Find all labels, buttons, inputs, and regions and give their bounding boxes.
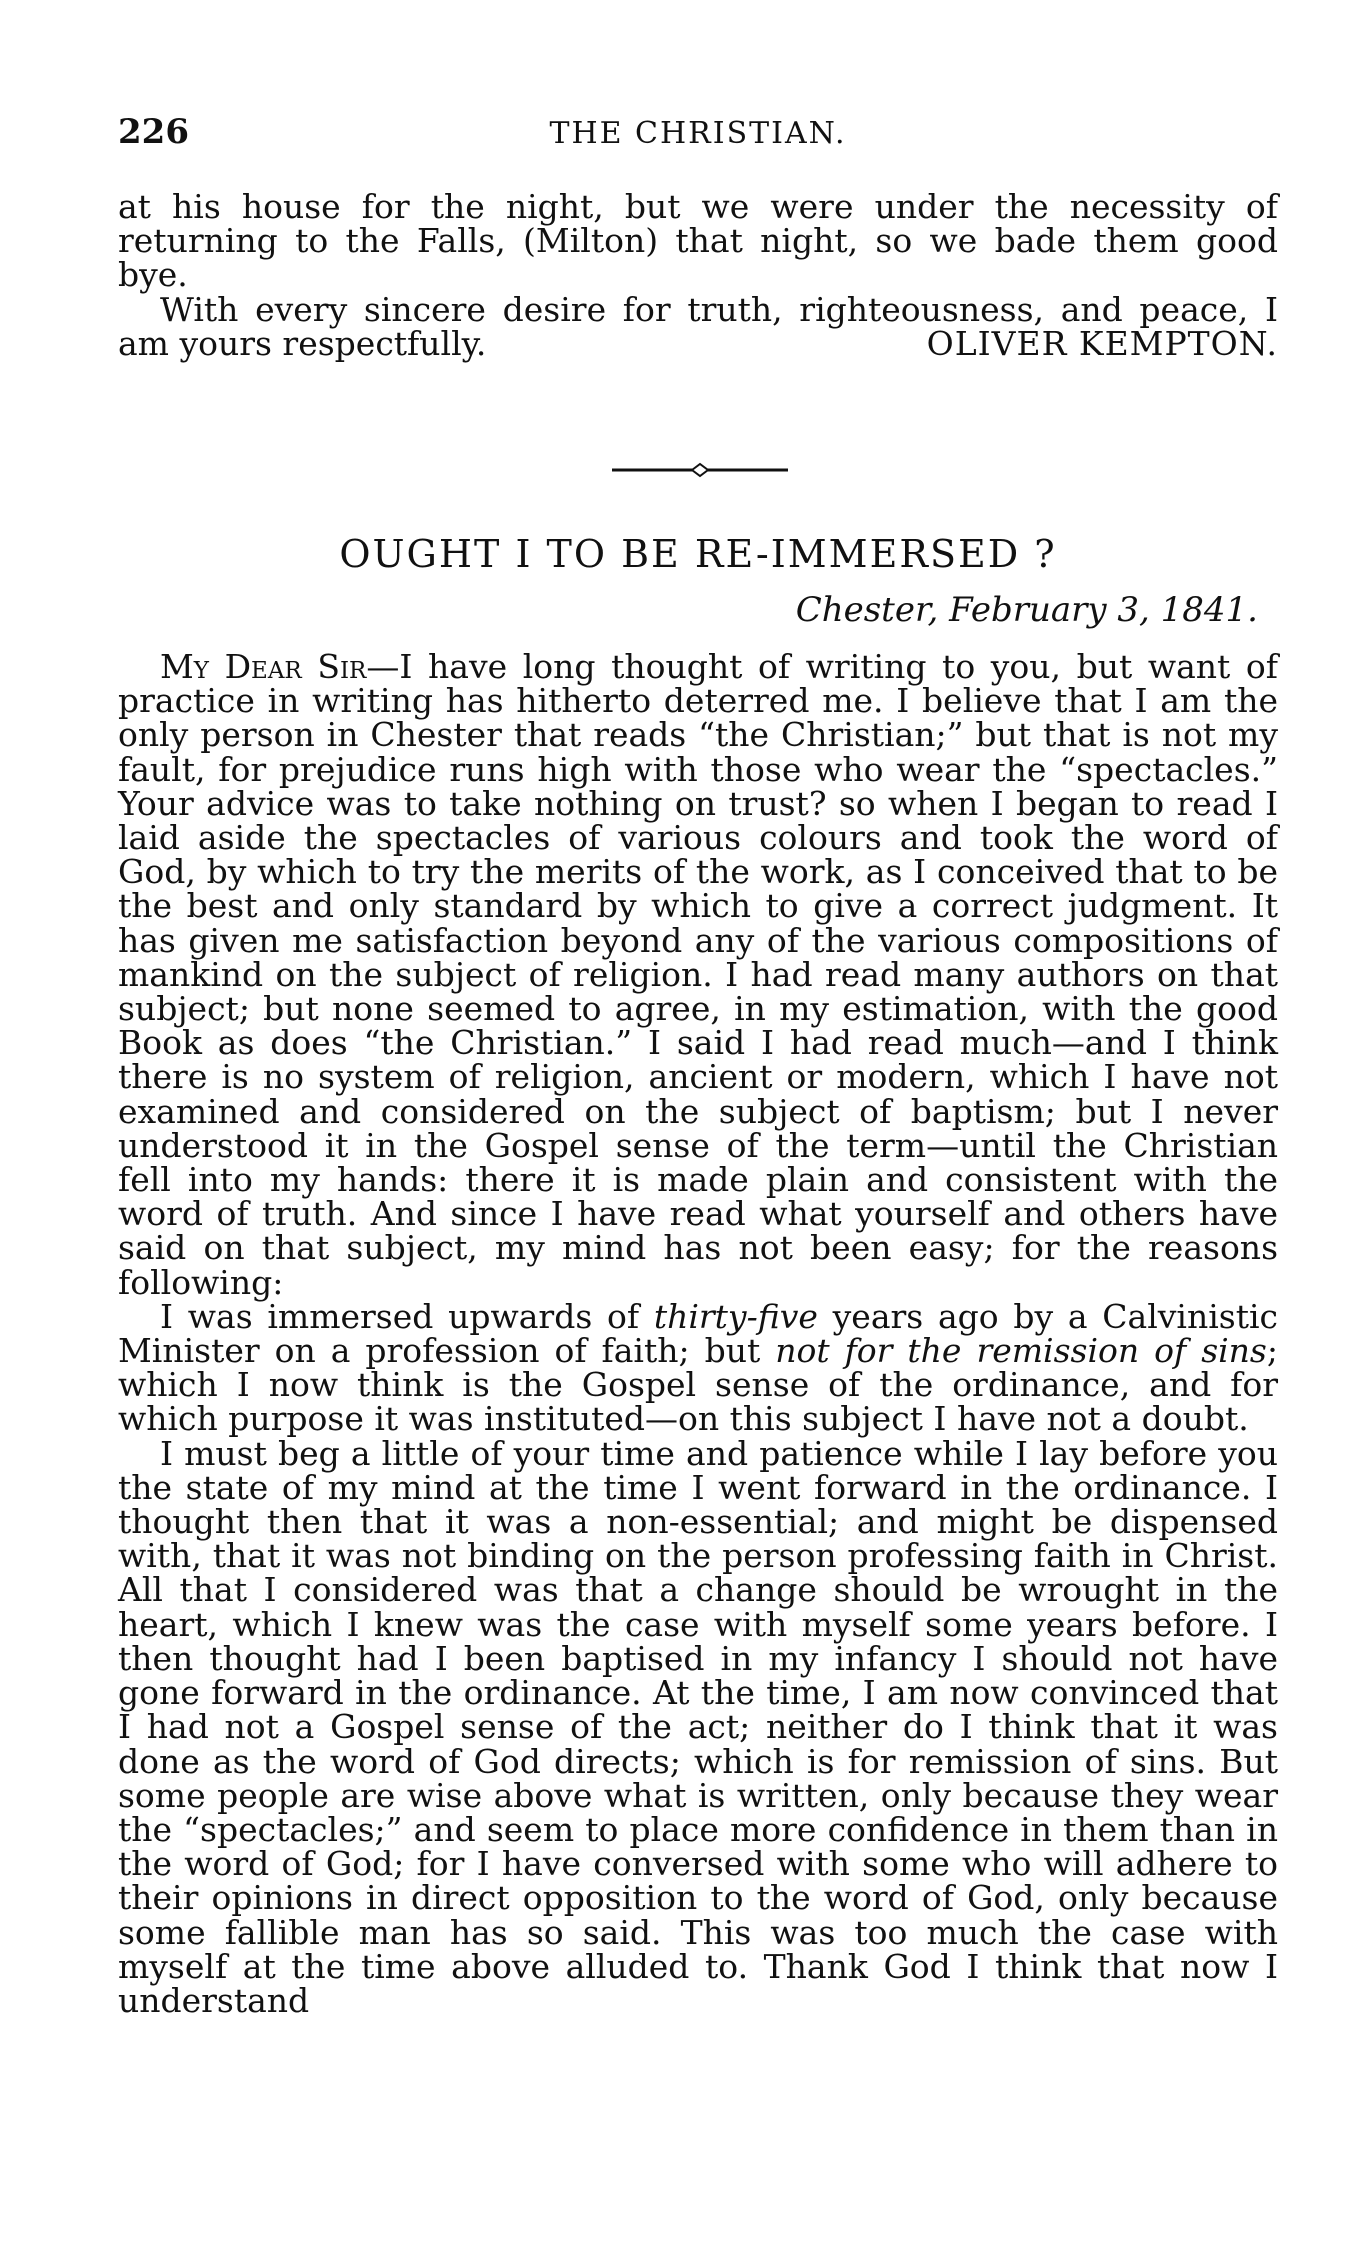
paragraph-1-text: —I have long thought of writing to you, but want of practice in writing has hitherto deterred me. I believe that I am the only person in Chester that reads “the Christian;” but that is not my fault, for prejudice runs high with those who wear the “spectacles.” Your advice was to take nothing on trust? so when I began to read I laid aside the spectacles of various colours and took the word of God, by which to try the merits of the work, as I conceived that to be the best and only standard by which to give a correct judgment. It has given me satisfaction beyond any of the various compositions of mankind on the subject of religion. I had read many authors on that subject; but none seemed to agree, in my estimation, with the good Book as does “the Christian.” I said I had read much—and I think there is no system of religion, ancient or modern, which I have not examined and considered on the subject of baptism; but I never understood it in the Gospel sense of the term—until the Christian fell into my hands: there it is made plain and consistent with the word of truth. And since I have read what yourself and others have said on that subject, my mind has not been easy; for the reasons following: <box>118 647 1279 1302</box>
closing-paragraph <box>118 289 1278 363</box>
paragraph-2-text-a: I was immersed upwards of <box>160 1296 654 1336</box>
paragraph-2-text-b: years ago by a Calvinistic Minister on a profession of faith; but <box>118 1296 1278 1371</box>
intro-text <box>118 187 1278 363</box>
running-title: THE CHRISTIAN. <box>549 116 847 151</box>
article-title: OUGHT I TO BE RE-IMMERSED ? <box>339 532 1057 576</box>
closing-text: With every sincere desire for truth, righteousness, and peace, I am yours respectfully. <box>118 289 1278 363</box>
running-head <box>118 112 1278 158</box>
section-divider <box>612 460 788 480</box>
article-dateline: Chester, February 3, 1841. <box>795 590 1258 630</box>
salutation: My Dear Sir <box>160 647 367 686</box>
signature: OLIVER KEMPTON. <box>926 323 1278 363</box>
intro-paragraph: at his house for the night, but we were under the necessity of returning to the Falls, (Milton) that night, so we bade them good bye. <box>118 187 1278 295</box>
letter-body <box>118 647 1279 2020</box>
letter-paragraph-2 <box>118 1296 1278 1439</box>
letter-paragraph-3: I must beg a little of your time and patience while I lay before you the state of my mind at the time I went forward in the ordinance. I thought then that it was a non-essential; and might be dispensed with, that it was not binding on the person professing faith in Christ. All that I considered was that a change should be wrought in the heart, which I knew was the case with myself some years before. I then thought had I been baptised in my infancy I should not have gone forward in the ordinance. At the time, I am now convinced that I had not a Gospel sense of the act; neither do I think that it was done as the word of God directs; which is for remission of sins. But some people are wise above what is written, only because they wear the “spectacles;” and seem to place more confidence in them than in the word of God; for I have conversed with some who will adhere to their opinions in direct opposition to the word of God, only because some fallible man has so said. This was too much the case with myself at the time above alluded to. Thank God I think that now I understand <box>118 1433 1278 2020</box>
paragraph-2-emphasis-2: not for the remission of sins <box>775 1331 1267 1371</box>
page-number: 226 <box>118 112 189 152</box>
paragraph-2-emphasis-1: thirty-five <box>653 1296 818 1336</box>
paragraph-2-text-c: ; which I now think is the Gospel sense of the ordinance, and for which purpose it was instituted—on this subject I have not a doubt. <box>118 1331 1278 1439</box>
letter-paragraph-1 <box>118 647 1279 1302</box>
